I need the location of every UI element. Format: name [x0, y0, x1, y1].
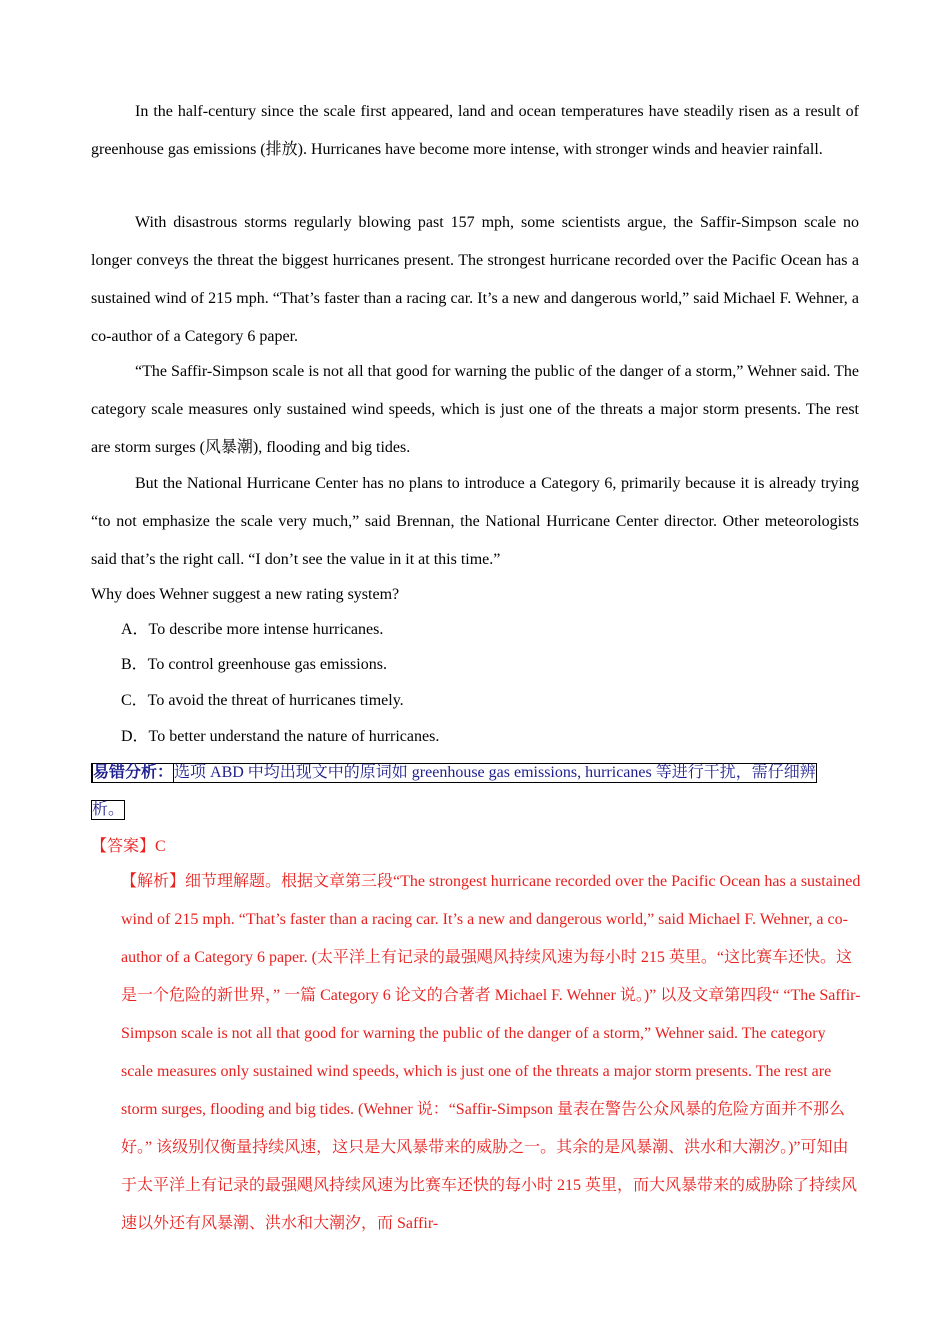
passage-paragraph-3: “The Saffir-Simpson scale is not all that good for warning the public of the danger of a storm,” Wehner said. The category scale measures only sustained wind speeds, which is just one of the threats a major storm presents. The rest are storm surges (风暴潮), flooding and big tides.	[91, 363, 859, 456]
analysis-label: 【解析】	[121, 873, 186, 890]
answer-line: 【答案】C	[91, 838, 166, 855]
option-c: C．To avoid the threat of hurricanes timely.	[121, 692, 404, 709]
option-b: B．To control greenhouse gas emissions.	[121, 656, 387, 673]
passage-paragraph-4: But the National Hurricane Center has no plans to introduce a Category 6, primarily because it is already trying “to not emphasize the scale very much,” said Brennan, the National Hurricane Center director. Other meteorologists said that’s the right call. “I don’t see the value in it at this time.”	[91, 475, 859, 568]
option-a: A．To describe more intense hurricanes.	[121, 621, 384, 638]
error-analysis-text: 选项 ABD 中均出现文中的原词如 greenhouse gas emissions, hurricanes 等进行干扰，需仔细辨	[174, 764, 816, 781]
error-analysis-line-1	[91, 763, 817, 783]
passage-paragraph-2: With disastrous storms regularly blowing past 157 mph, some scientists argue, the Saffir-Simpson scale no longer conveys the threat the biggest hurricanes present. The strongest hurricane recorded over the Pacific Ocean has a sustained wind of 215 mph. “That’s faster than a racing car. It’s a new and dangerous world,” said Michael F. Wehner, a co-author of a Category 6 paper.	[91, 214, 859, 345]
passage-paragraph-1: In the half-century since the scale first appeared, land and ocean temperatures have steadily risen as a result of greenhouse gas emissions (排放). Hurricanes have become more intense, with stronger winds and heavier rainfall.	[91, 103, 859, 158]
error-analysis-label: 易错分析：	[93, 764, 174, 781]
option-d: D．To better understand the nature of hurricanes.	[121, 728, 440, 745]
error-analysis-text-2: 析。	[92, 801, 125, 818]
analysis-block	[121, 863, 861, 1243]
error-analysis-line-2	[91, 800, 125, 820]
question-stem: Why does Wehner suggest a new rating system?	[91, 586, 400, 603]
analysis-text: 细节理解题。根据文章第三段“The strongest hurricane recorded over the Pacific Ocean has a sustained wind of 215 mph. “That’s faster than a racing car. It’s a new and dangerous world,” said Michael F. Wehner, a co-author of a Category 6 paper. (太平洋上有记录的最强飓风持续风速为每小时 215 英里。“这比赛车还快。这是一个危险的新世界，” 一篇 Category 6 论文的合著者 Michael F. Wehner 说。)” 以及文章第四段“ “The Saffir-Simpson scale is not all that good for warning the public of the danger of a storm,” Wehner said. The category scale measures only sustained wind speeds, which is just one of the threats a major storm presents. The rest are storm surges, flooding and big tides. (Wehner 说：“Saffir-Simpson 量表在警告公众风暴的危险方面并不那么好。” 该级别仅衡量持续风速，这只是大风暴带来的威胁之一。其余的是风暴潮、洪水和大潮汐。)”可知由于太平洋上有记录的最强飓风持续风速为比赛车还快的每小时 215 英里，而大风暴带来的威胁除了持续风速以外还有风暴潮、洪水和大潮汐，而 Saffir-	[121, 873, 861, 1232]
